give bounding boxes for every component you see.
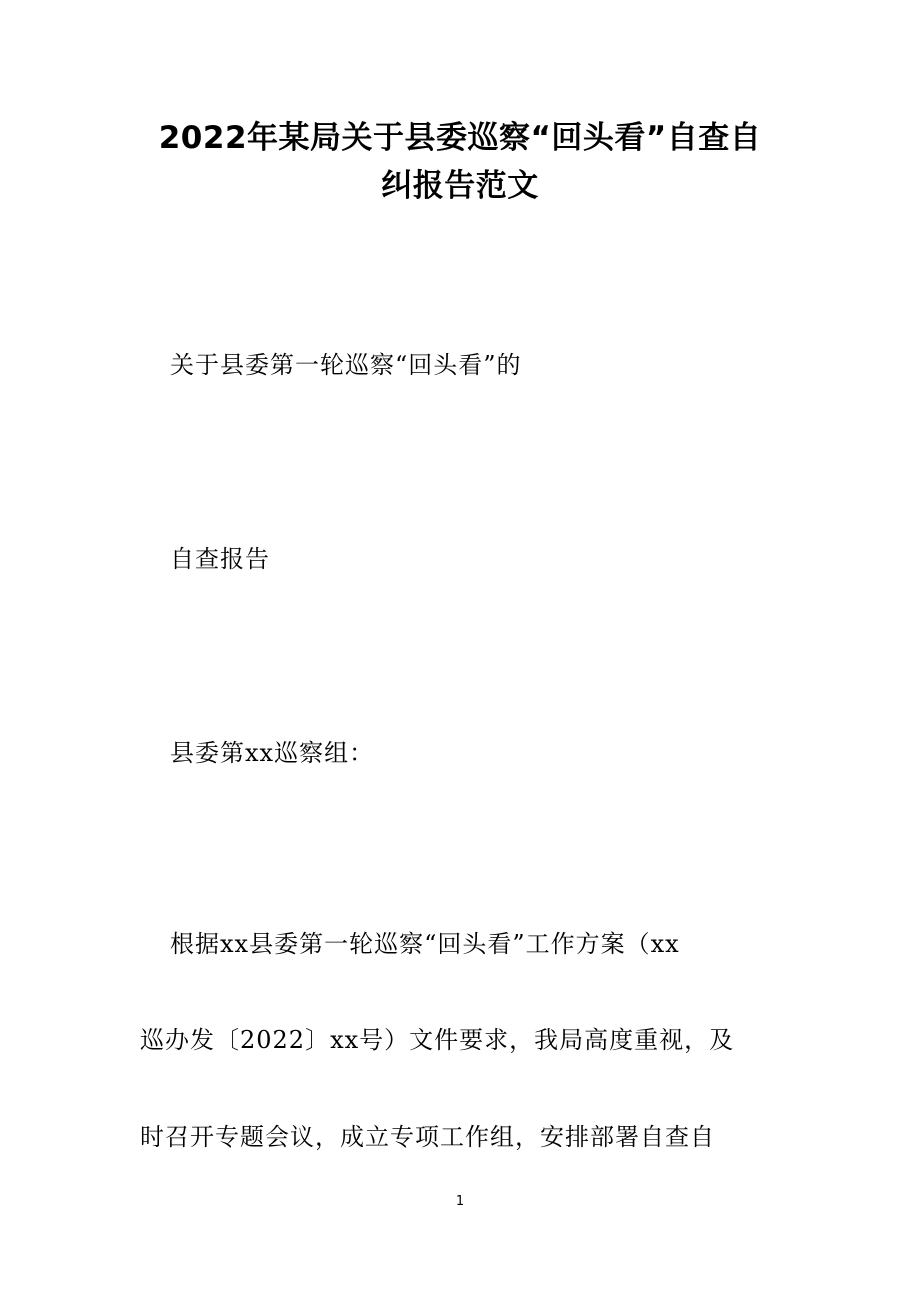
report-heading-line-1: 关于县委第一轮巡察“回头看”的	[170, 351, 522, 379]
document-title-line-1: 2022年某局关于县委巡察“回头看”自查自	[158, 120, 762, 156]
salutation: 县委第xx巡察组：	[170, 739, 375, 767]
body-paragraph-line-3: 时召开专题会议，成立专项工作组，安排部署自查自	[140, 1123, 715, 1151]
body-paragraph-line-1: 根据xx县委第一轮巡察“回头看”工作方案（xx	[170, 930, 680, 958]
report-heading-line-2: 自查报告	[170, 545, 270, 573]
document-title-line-2: 纠报告范文	[381, 168, 539, 204]
body-paragraph-line-2: 巡办发〔2022〕xx号）文件要求，我局高度重视，及	[140, 1026, 735, 1054]
page-number: 1	[455, 1194, 465, 1209]
